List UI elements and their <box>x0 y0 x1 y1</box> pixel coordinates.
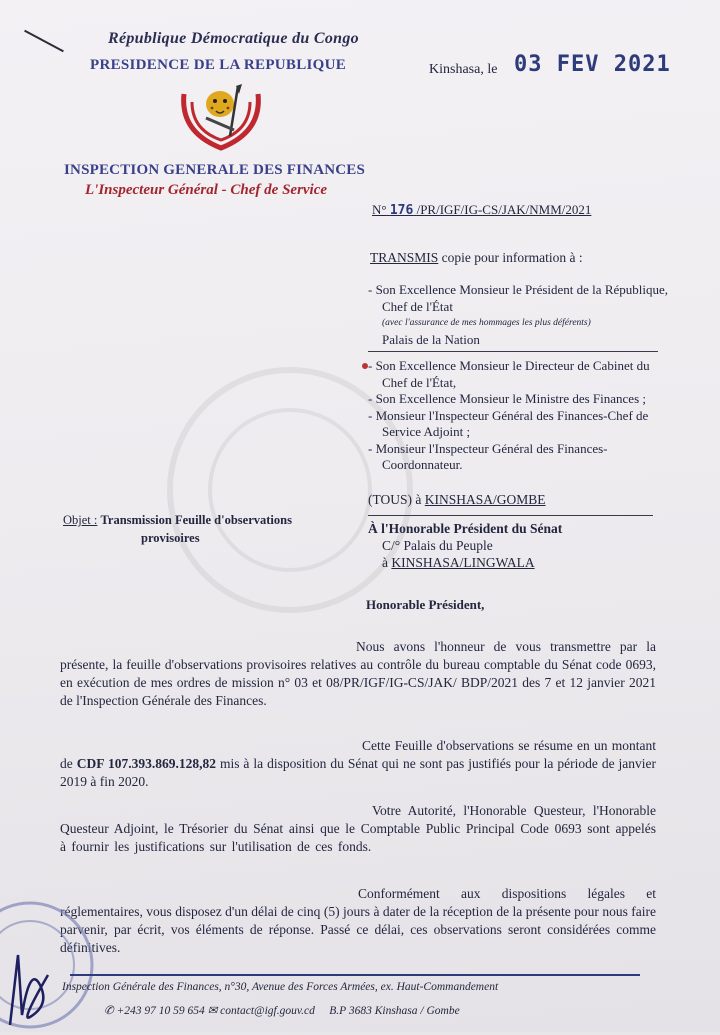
addressee-line2: C/° Palais du Peuple <box>382 538 493 553</box>
recipient-item: - Monsieur l'Inspecteur Général des Finances-Chef de Service Adjoint ; <box>368 407 649 439</box>
coat-of-arms-icon <box>176 84 266 152</box>
margin-dash <box>24 30 64 52</box>
place-label: Kinshasa, le <box>429 62 498 77</box>
objet-label: Objet : <box>63 513 98 527</box>
republic-heading: République Démocratique du Congo <box>108 30 359 47</box>
recipients-divider <box>368 351 658 352</box>
inspector-heading: L'Inspecteur Général - Chef de Service <box>85 182 328 198</box>
transmis-line <box>370 250 583 266</box>
paragraph-4: Conformément aux dispositions légales et réglementaires, vous disposez d'un délai de cinq (5) jours à dater de la réception de la présente pour nous faire parvenir, par écrit, vos éléments de réponse. Passé ce délai, ces observations seront considérées comme définitives. <box>60 886 656 955</box>
footer-phone: +243 97 10 59 654 <box>116 1005 205 1017</box>
footer-email: contact@igf.gouv.cd <box>220 1005 315 1017</box>
p2-text-a: Cette Feuille d'observations se résume en un montant de <box>60 738 656 771</box>
footer-bp: B.P 3683 Kinshasa / Gombe <box>329 1005 460 1017</box>
paragraph-2 <box>60 737 656 791</box>
ref-prefix: N° <box>372 202 387 217</box>
presidence-heading: PRESIDENCE DE LA REPUBLIQUE <box>90 57 347 73</box>
footer-contacts <box>104 1003 460 1017</box>
paragraph-3: Votre Autorité, l'Honorable Questeur, l'Honorable Questeur Adjoint, le Trésorier du Sénat ainsi que le Comptable Public Principal Code 0693 sont appelés à fournir les justifications sur l'utilisation de ces fonds. <box>60 803 656 854</box>
recipient-item: - Son Excellence Monsieur le Directeur de Cabinet du Chef de l'État, <box>368 358 650 390</box>
email-icon: ✉ <box>207 1005 218 1017</box>
transmis-label: TRANSMIS <box>370 250 439 265</box>
tous-place: KINSHASA/GOMBE <box>424 492 546 507</box>
phone-icon: ✆ <box>104 1005 114 1017</box>
recipient-president-place: Palais de la Nation <box>382 331 480 347</box>
footer-rule <box>70 974 640 976</box>
recipient-item: - Monsieur l'Inspecteur Général des Finances-Coordonnateur. <box>368 440 608 472</box>
objet-text-2: provisoires <box>141 531 200 545</box>
transmis-text: copie pour information à : <box>441 250 583 265</box>
addressee-title: À l'Honorable Président du Sénat <box>368 521 563 536</box>
igf-heading: INSPECTION GENERALE DES FINANCES <box>64 162 366 178</box>
objet-text: Transmission Feuille d'observations <box>100 513 292 527</box>
recipients-first <box>368 282 668 348</box>
ref-rest: /PR/IGF/IG-CS/JAK/NMM/2021 <box>416 202 592 217</box>
salutation: Honorable Président, <box>366 597 485 612</box>
recipient-president: - Son Excellence Monsieur le Président de la République, Chef de l'État <box>368 282 669 314</box>
footer-address: Inspection Générale des Finances, n°30, Avenue des Forces Armées, ex. Haut-Commandement <box>62 981 499 993</box>
p2-text-b: mis à la disposition du Sénat qui ne sont pas justifiés pour la période de janvier 2019 à fin 2020. <box>60 756 657 789</box>
paragraph-1: Nous avons l'honneur de vous transmettre par la présente, la feuille d'observations provisoires relatives au contrôle du bureau comptable du Sénat code 0693, en exécution de mes ordres de mission n° 03 et 08/PR/IGF/IG-CS/JAK/ BDP/2021 des 7 et 12 janvier 2021 de l'Inspection Générale des Finances. <box>60 639 656 708</box>
signature-icon <box>0 945 60 1030</box>
ref-handwritten-number: 176 <box>389 203 414 218</box>
recipient-president-note: (avec l'assurance de mes hommages les plus déférents) <box>382 318 591 328</box>
p2-amount: CDF 107.393.869.128,82 <box>76 756 216 771</box>
addressee-prefix: à <box>382 555 388 570</box>
addressee-place: KINSHASA/LINGWALA <box>391 555 535 570</box>
reference-number <box>372 202 591 218</box>
recipient-item: - Son Excellence Monsieur le Ministre des Finances ; <box>368 391 646 406</box>
tous-prefix: (TOUS) à <box>368 492 422 507</box>
date-stamp: 03 FEV 2021 <box>514 52 671 77</box>
watermark-emblem-icon <box>160 360 420 620</box>
